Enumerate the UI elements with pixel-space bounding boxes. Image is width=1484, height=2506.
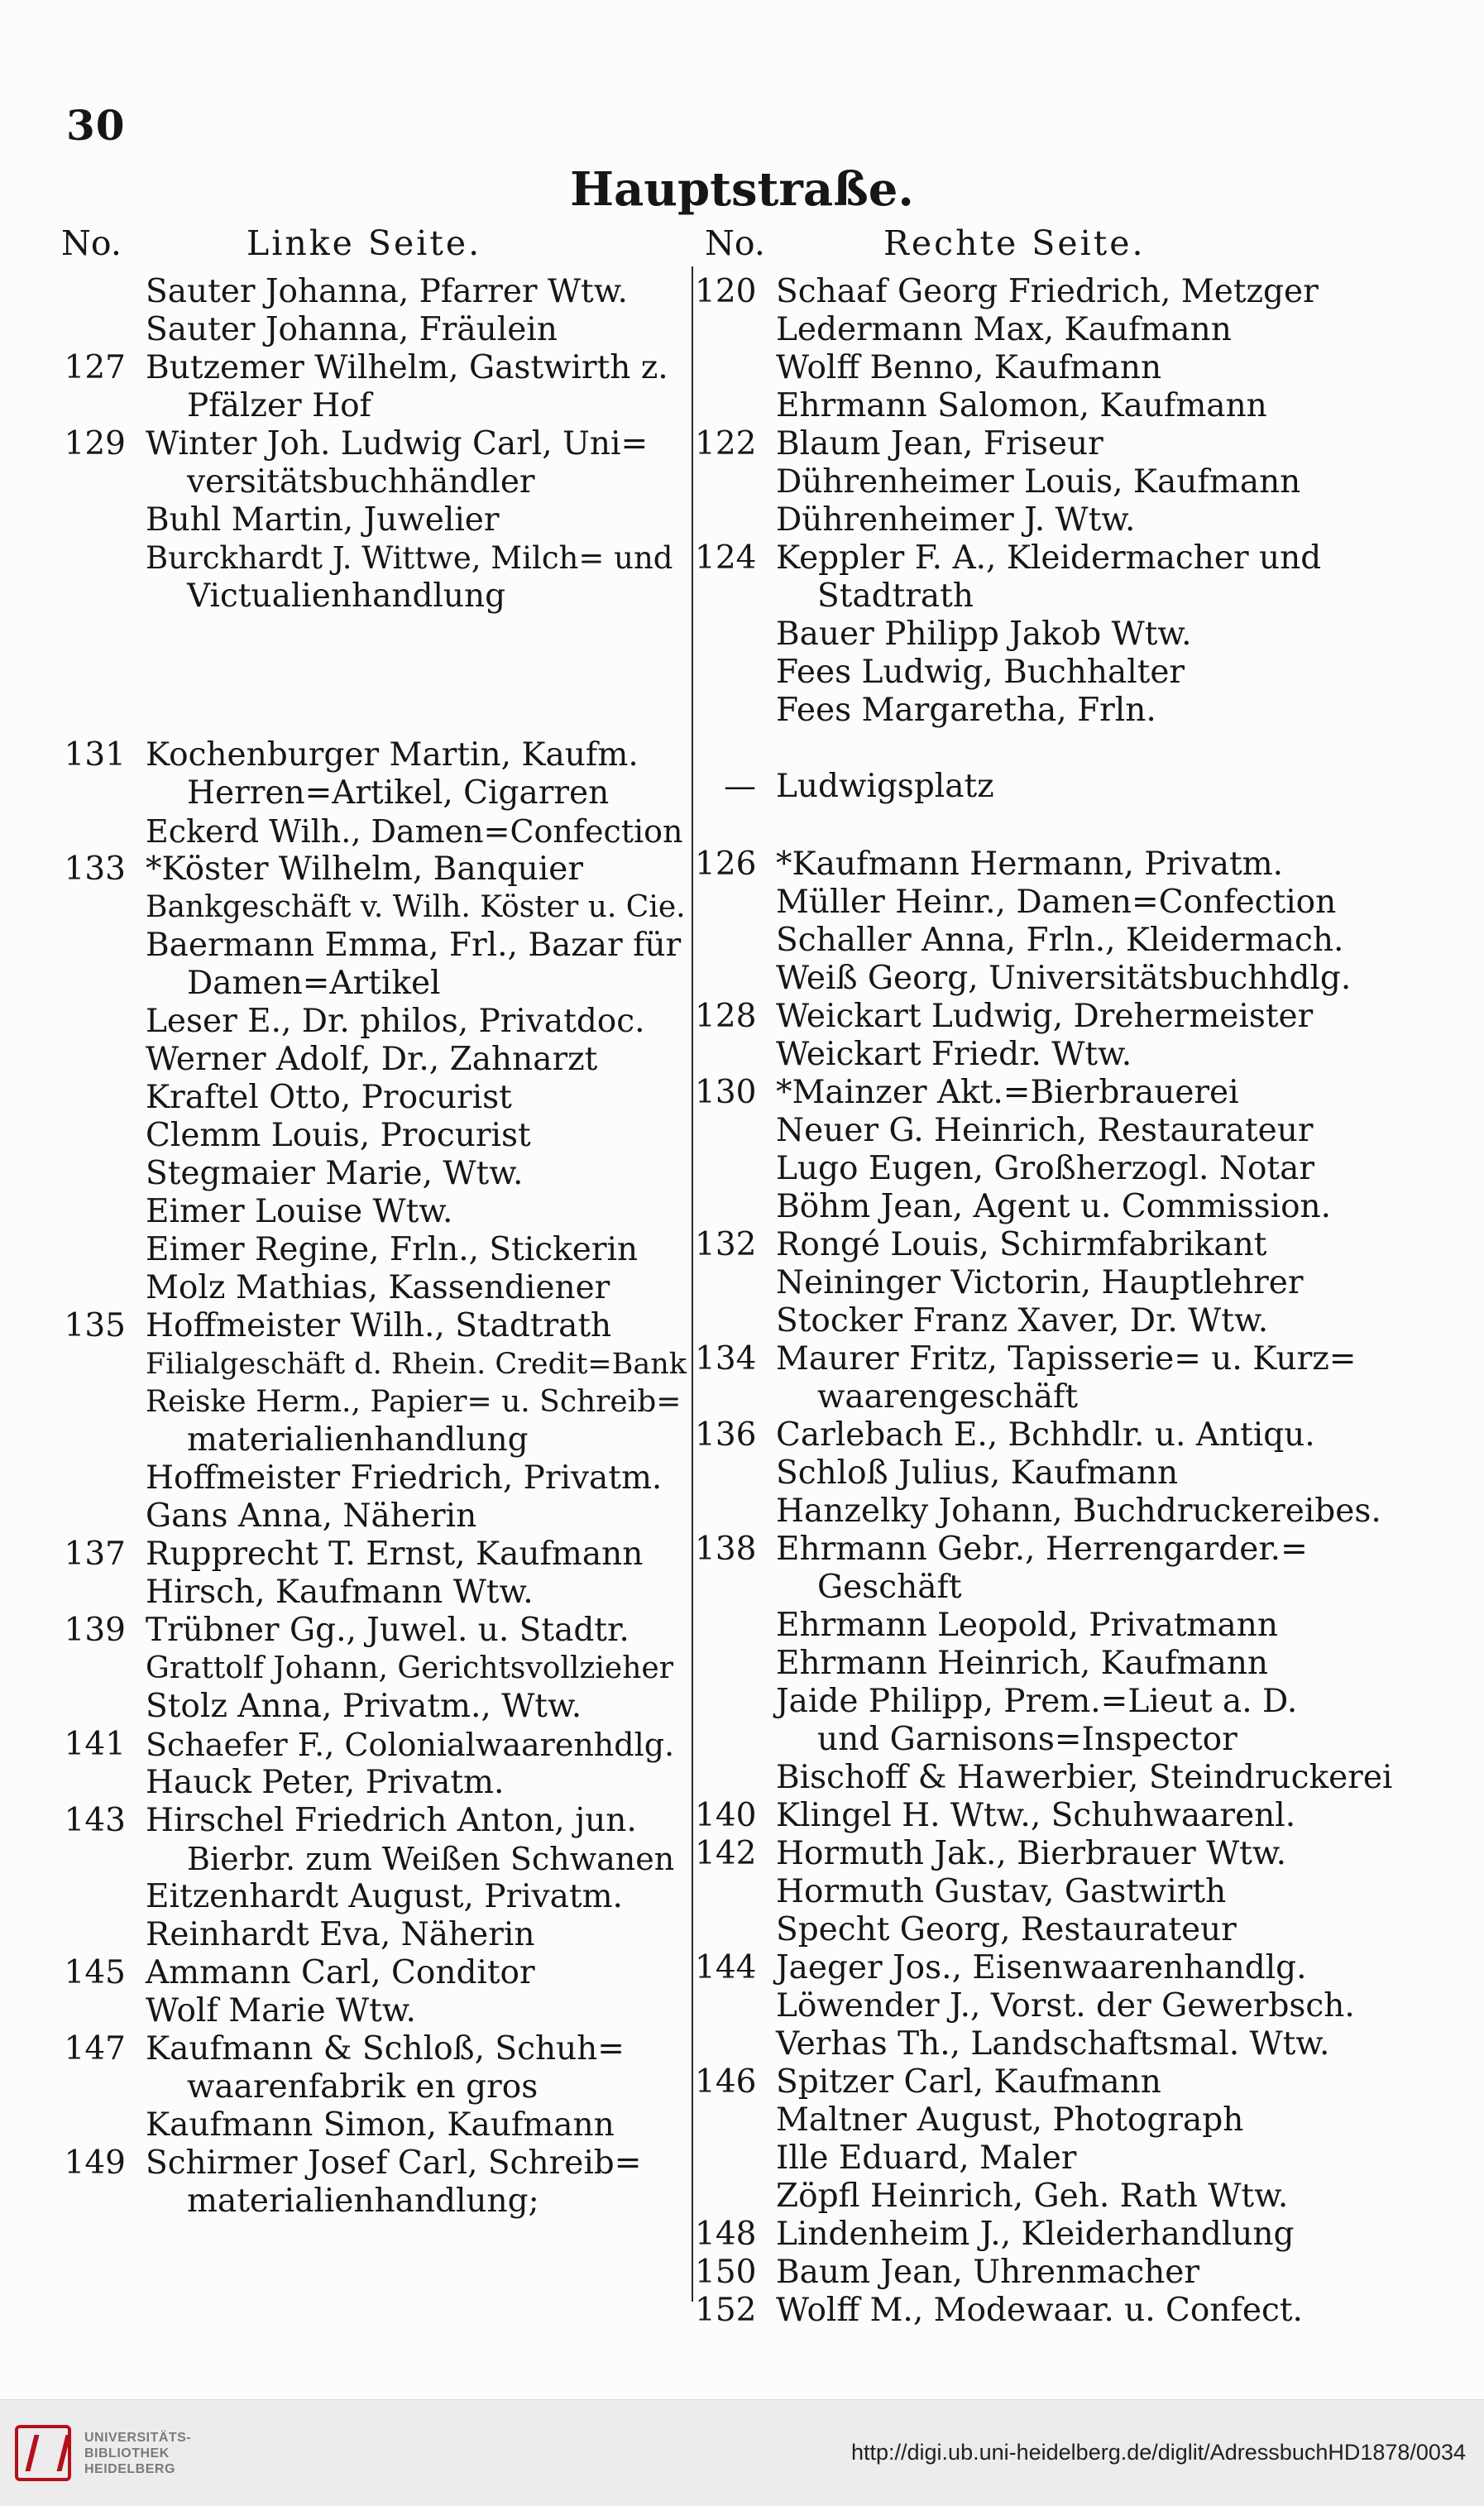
right-entry [695, 1645, 1423, 1683]
right-entry [695, 2254, 1423, 2292]
house-number: 129 [64, 425, 126, 462]
resident-text: Kaufmann Simon, Kaufmann [146, 2106, 615, 2144]
right-entry [695, 425, 1423, 463]
left-entry [0, 2068, 692, 2106]
resident-text: Jaide Philipp, Prem.=Lieut a. D. [776, 1683, 1298, 1720]
left-entry [0, 501, 692, 539]
house-number: 152 [695, 2292, 757, 2329]
resident-text: Pfälzer Hof [187, 387, 371, 424]
left-entry [0, 1421, 692, 1459]
resident-text: Verhas Th., Landschaftsmal. Wtw. [776, 2025, 1330, 2063]
resident-text: Baum Jean, Uhrenmacher [776, 2254, 1200, 2291]
right-entry [695, 2292, 1423, 2330]
left-entry [0, 889, 692, 927]
left-entry [0, 2183, 692, 2221]
right-entry [695, 2178, 1423, 2216]
resident-text: Dührenheimer J. Wtw. [776, 501, 1136, 539]
resident-text: Clemm Louis, Procurist [146, 1117, 531, 1154]
page-number: 30 [66, 101, 126, 150]
left-entry [0, 1574, 692, 1612]
right-entry [695, 539, 1423, 577]
right-entry [695, 884, 1423, 922]
right-entry [695, 1721, 1423, 1759]
right-entry [695, 2216, 1423, 2254]
resident-text: Reinhardt Eva, Näherin [146, 1916, 535, 1953]
left-entry [0, 1764, 692, 1802]
resident-text: Spitzer Carl, Kaufmann [776, 2063, 1161, 2101]
right-entry [695, 1987, 1423, 2025]
house-number: 142 [695, 1835, 757, 1872]
house-number: 143 [64, 1802, 126, 1839]
left-entry [0, 273, 692, 311]
resident-text: Neininger Victorin, Hauptlehrer [776, 1264, 1304, 1301]
resident-text: Herren=Artikel, Cigarren [187, 774, 610, 812]
left-entry [0, 851, 692, 889]
resident-text: Ludwigsplatz [776, 768, 994, 805]
resident-text: Damen=Artikel [187, 965, 441, 1002]
resident-text: Schaller Anna, Frln., Kleidermach. [776, 922, 1344, 959]
resident-text: Weiß Georg, Universitätsbuchhdlg. [776, 960, 1352, 997]
resident-text: Ehrmann Salomon, Kaufmann [776, 387, 1267, 424]
right-entry [695, 387, 1423, 425]
resident-text: Ille Eduard, Maler [776, 2139, 1077, 2177]
left-entry [0, 1269, 692, 1307]
left-entry [0, 1003, 692, 1041]
house-number: 139 [64, 1612, 126, 1649]
right-entry [695, 1797, 1423, 1835]
right-entry [695, 1416, 1423, 1454]
right-entry [695, 2101, 1423, 2139]
resident-text: versitätsbuchhändler [187, 463, 535, 501]
left-entry [0, 1079, 692, 1117]
resident-text: Hanzelky Johann, Buchdruckereibes. [776, 1493, 1381, 1530]
left-entry [0, 1916, 692, 1954]
resident-text: Blaum Jean, Friseur [776, 425, 1103, 462]
resident-text: waarenfabrik en gros [187, 2068, 539, 2106]
resident-text: Rupprecht T. Ernst, Kaufmann [146, 1536, 644, 1573]
right-entry [695, 1531, 1423, 1569]
left-entry [0, 1992, 692, 2030]
right-entry [695, 311, 1423, 349]
house-number: 131 [64, 736, 126, 774]
resident-text: Keppler F. A., Kleidermacher und [776, 539, 1322, 577]
resident-text: Bierbr. zum Weißen Schwanen [187, 1841, 675, 1877]
resident-text: Dührenheimer Louis, Kaufmann [776, 463, 1301, 501]
resident-text: Maltner August, Photograph [776, 2101, 1244, 2139]
resident-text: Bauer Philipp Jakob Wtw. [776, 616, 1192, 653]
right-entry [695, 1835, 1423, 1873]
right-entry [695, 1873, 1423, 1911]
left-entry [0, 774, 692, 812]
column-header-right-side: Rechte Seite. [883, 223, 1146, 263]
resident-text: Bischoff & Hawerbier, Steindruckerei [776, 1759, 1393, 1796]
right-entry [695, 1493, 1423, 1531]
resident-text: Molz Mathias, Kassendiener [146, 1269, 610, 1306]
resident-text: Eitzenhardt August, Privatm. [146, 1878, 623, 1915]
house-number: 140 [695, 1797, 757, 1834]
house-number: 126 [695, 846, 757, 883]
resident-text: Grattolf Johann, Gerichtsvollzieher [146, 1651, 673, 1685]
right-entry [695, 577, 1423, 616]
left-entry [0, 1383, 692, 1421]
resident-text: Hoffmeister Wilh., Stadtrath [146, 1307, 612, 1344]
resident-text: Carlebach E., Bchhdlr. u. Antiqu. [776, 1416, 1315, 1454]
resident-text: Bankgeschäft v. Wilh. Köster u. Cie. [146, 890, 686, 924]
resident-text: Ammann Carl, Conditor [146, 1954, 535, 1991]
resident-text: Stadtrath [817, 577, 974, 615]
house-number: 128 [695, 998, 757, 1035]
resident-text: Leser E., Dr. philos, Privatdoc. [146, 1003, 645, 1040]
right-entry [695, 1264, 1423, 1302]
resident-text: Schloß Julius, Kaufmann [776, 1454, 1179, 1492]
resident-text: Burckhardt J. Wittwe, Milch= und [146, 540, 673, 576]
left-entry [0, 1536, 692, 1574]
house-number: 133 [64, 851, 126, 888]
right-entry [695, 616, 1423, 654]
left-entry [0, 1345, 692, 1383]
right-entry [695, 1188, 1423, 1226]
resident-text: Stegmaier Marie, Wtw. [146, 1155, 524, 1192]
left-entry [0, 425, 692, 463]
right-entry [695, 998, 1423, 1036]
left-entry [0, 812, 692, 851]
resident-text: Wolff Benno, Kaufmann [776, 349, 1162, 386]
left-entry [0, 1117, 692, 1155]
right-entry [695, 846, 1423, 884]
house-number: 122 [695, 425, 757, 462]
left-entry [0, 387, 692, 425]
resident-text: Gans Anna, Näherin [146, 1497, 477, 1535]
right-entry [695, 349, 1423, 387]
column-header-no-left: No. [61, 223, 122, 263]
permalink-url[interactable]: http://digi.ub.uni-heidelberg.de/diglit/AdressbuchHD1878/0034 [850, 2440, 1466, 2465]
resident-text: Lindenheim J., Kleiderhandlung [776, 2216, 1295, 2253]
resident-text: *Mainzer Akt.=Bierbrauerei [776, 1074, 1239, 1111]
left-entry [0, 1307, 692, 1345]
left-entry [0, 1041, 692, 1079]
right-entry [695, 2025, 1423, 2063]
resident-text: Eimer Regine, Frln., Stickerin [146, 1231, 639, 1268]
resident-text: Winter Joh. Ludwig Carl, Uni= [146, 425, 649, 462]
resident-text: Müller Heinr., Damen=Confection [776, 884, 1337, 921]
right-entry [695, 1074, 1423, 1112]
resident-text: und Garnisons=Inspector [817, 1721, 1237, 1758]
left-entry [0, 1193, 692, 1231]
resident-text: Trübner Gg., Juwel. u. Stadtr. [146, 1612, 630, 1649]
right-entry [695, 1378, 1423, 1416]
resident-text: Hormuth Gustav, Gastwirth [776, 1873, 1227, 1910]
resident-text: Zöpfl Heinrich, Geh. Rath Wtw. [776, 2178, 1289, 2215]
resident-text: Hirsch, Kaufmann Wtw. [146, 1574, 534, 1611]
right-entry [695, 768, 1423, 806]
resident-text: Baermann Emma, Frl., Bazar für [146, 927, 682, 964]
right-entry [695, 1150, 1423, 1188]
resident-text: Reiske Herm., Papier= u. Schreib= [146, 1385, 682, 1419]
house-number: 135 [64, 1307, 126, 1344]
house-number: 124 [695, 539, 757, 577]
left-entry [0, 1231, 692, 1269]
resident-text: Specht Georg, Restaurateur [776, 1911, 1237, 1948]
resident-text: Geschäft [817, 1569, 962, 1606]
resident-text: Kaufmann & Schloß, Schuh= [146, 2030, 625, 2068]
resident-text: Hoffmeister Friedrich, Privatm. [146, 1459, 663, 1497]
left-entry [0, 1954, 692, 1992]
resident-text: Schaaf Georg Friedrich, Metzger [776, 273, 1319, 310]
resident-text: Lugo Eugen, Großherzogl. Notar [776, 1150, 1315, 1187]
right-entry [695, 692, 1423, 730]
right-entry [695, 960, 1423, 998]
house-number: 148 [695, 2216, 757, 2253]
left-entry [0, 2030, 692, 2068]
right-entry [695, 1911, 1423, 1949]
resident-text: Eckerd Wilh., Damen=Confection [146, 813, 683, 850]
resident-text: Filialgeschäft d. Rhein. Credit=Bank [146, 1348, 687, 1381]
house-number: 137 [64, 1536, 126, 1573]
house-number: 120 [695, 273, 757, 310]
logo-line: HEIDELBERG [84, 2462, 175, 2476]
right-entry [695, 1112, 1423, 1150]
left-entry [0, 539, 692, 577]
resident-text: Ehrmann Gebr., Herrengarder.= [776, 1531, 1308, 1568]
right-entry [695, 1340, 1423, 1378]
left-entry [0, 311, 692, 349]
left-entry [0, 1802, 692, 1840]
left-entry [0, 1840, 692, 1878]
resident-text: Hirschel Friedrich Anton, jun. [146, 1802, 637, 1839]
resident-text: Neuer G. Heinrich, Restaurateur [776, 1112, 1314, 1149]
resident-text: Stocker Franz Xaver, Dr. Wtw. [776, 1302, 1269, 1339]
right-entry [695, 1569, 1423, 1607]
resident-text: Ehrmann Heinrich, Kaufmann [776, 1645, 1269, 1682]
resident-text: Sauter Johanna, Fräulein [146, 311, 558, 348]
resident-text: Jaeger Jos., Eisenwaarenhandlg. [776, 1949, 1307, 1986]
resident-text: Fees Ludwig, Buchhalter [776, 654, 1185, 691]
right-entry [695, 273, 1423, 311]
left-entry [0, 2144, 692, 2183]
house-number: 138 [695, 1531, 757, 1568]
resident-text: Wolff M., Modewaar. u. Confect. [776, 2292, 1303, 2329]
right-entry [695, 1226, 1423, 1264]
resident-text: Böhm Jean, Agent u. Commission. [776, 1188, 1332, 1225]
left-entry [0, 1612, 692, 1650]
resident-text: Buhl Martin, Juwelier [146, 501, 500, 539]
resident-text: Victualienhandlung [187, 577, 506, 615]
resident-text: *Köster Wilhelm, Banquier [146, 851, 583, 888]
left-entry [0, 1726, 692, 1764]
resident-text: Kochenburger Martin, Kaufm. [146, 736, 639, 774]
column-header-left-side: Linke Seite. [247, 223, 482, 263]
right-entry [695, 501, 1423, 539]
right-entry [695, 1036, 1423, 1074]
library-logo-text[interactable] [84, 2430, 191, 2477]
left-entry [0, 577, 692, 616]
left-entry [0, 1497, 692, 1536]
resident-text: Ledermann Max, Kaufmann [776, 311, 1232, 348]
resident-text: Weickart Ludwig, Drehermeister [776, 998, 1314, 1035]
resident-text: Kraftel Otto, Procurist [146, 1079, 512, 1116]
resident-text: Sauter Johanna, Pfarrer Wtw. [146, 273, 628, 310]
left-entry [0, 1650, 692, 1688]
house-number: 127 [64, 349, 126, 386]
resident-text: materialienhandlung; [187, 2183, 539, 2220]
right-entry [695, 1759, 1423, 1797]
left-entry [0, 736, 692, 774]
house-number: 141 [64, 1726, 126, 1763]
right-entry [695, 2063, 1423, 2101]
house-number: — [724, 768, 756, 805]
left-entry [0, 2106, 692, 2144]
left-entry [0, 927, 692, 965]
resident-text: Maurer Fritz, Tapisserie= u. Kurz= [776, 1340, 1357, 1378]
column-header-no-right: No. [705, 223, 765, 263]
right-entry [695, 1949, 1423, 1987]
resident-text: waarengeschäft [817, 1378, 1079, 1416]
column-divider [692, 266, 693, 2302]
right-entry [695, 922, 1423, 960]
resident-text: Werner Adolf, Dr., Zahnarzt [146, 1041, 598, 1078]
right-entry [695, 1607, 1423, 1645]
left-entry [0, 1459, 692, 1497]
resident-text: Weickart Friedr. Wtw. [776, 1036, 1132, 1073]
resident-text: Stolz Anna, Privatm., Wtw. [146, 1688, 582, 1725]
resident-text: Eimer Louise Wtw. [146, 1193, 453, 1230]
left-entry [0, 463, 692, 501]
right-entry [695, 654, 1423, 692]
resident-text: Löwender J., Vorst. der Gewerbsch. [776, 1987, 1355, 2024]
resident-text: Wolf Marie Wtw. [146, 1992, 416, 2029]
left-entry [0, 1688, 692, 1726]
street-title: Hauptstraße. [570, 162, 914, 217]
house-number: 147 [64, 2030, 126, 2068]
resident-text: Rongé Louis, Schirmfabrikant [776, 1226, 1267, 1263]
resident-text: *Kaufmann Hermann, Privatm. [776, 846, 1283, 883]
resident-text: Hauck Peter, Privatm. [146, 1764, 505, 1801]
house-number: 146 [695, 2063, 757, 2101]
house-number: 130 [695, 1074, 757, 1111]
logo-line: UNIVERSITÄTS- [84, 2431, 192, 2445]
resident-text: Schaefer F., Colonialwaarenhdlg. [146, 1727, 675, 1763]
house-number: 144 [695, 1949, 757, 1986]
house-number: 149 [64, 2144, 126, 2182]
right-entry [695, 463, 1423, 501]
house-number: 132 [695, 1226, 757, 1263]
viewer-footer [0, 2399, 1484, 2506]
resident-text: Butzemer Wilhelm, Gastwirth z. [146, 349, 668, 386]
left-entry [0, 349, 692, 387]
right-entry [695, 1302, 1423, 1340]
house-number: 136 [695, 1416, 757, 1454]
resident-text: Klingel H. Wtw., Schuhwaarenl. [776, 1797, 1296, 1834]
right-entry [695, 1454, 1423, 1493]
house-number: 145 [64, 1954, 126, 1991]
right-entry [695, 2139, 1423, 2178]
resident-text: Hormuth Jak., Bierbrauer Wtw. [776, 1835, 1286, 1872]
resident-text: Fees Margaretha, Frln. [776, 692, 1156, 729]
left-entry [0, 1878, 692, 1916]
resident-text: Schirmer Josef Carl, Schreib= [146, 2144, 642, 2182]
resident-text: materialienhandlung [187, 1421, 529, 1459]
house-number: 150 [695, 2254, 757, 2291]
left-entry [0, 965, 692, 1003]
resident-text: Ehrmann Leopold, Privatmann [776, 1607, 1279, 1644]
logo-line: BIBLIOTHEK [84, 2446, 170, 2460]
left-entry [0, 1155, 692, 1193]
house-number: 134 [695, 1340, 757, 1378]
university-library-logo-icon[interactable] [15, 2425, 71, 2481]
right-entry [695, 1683, 1423, 1721]
